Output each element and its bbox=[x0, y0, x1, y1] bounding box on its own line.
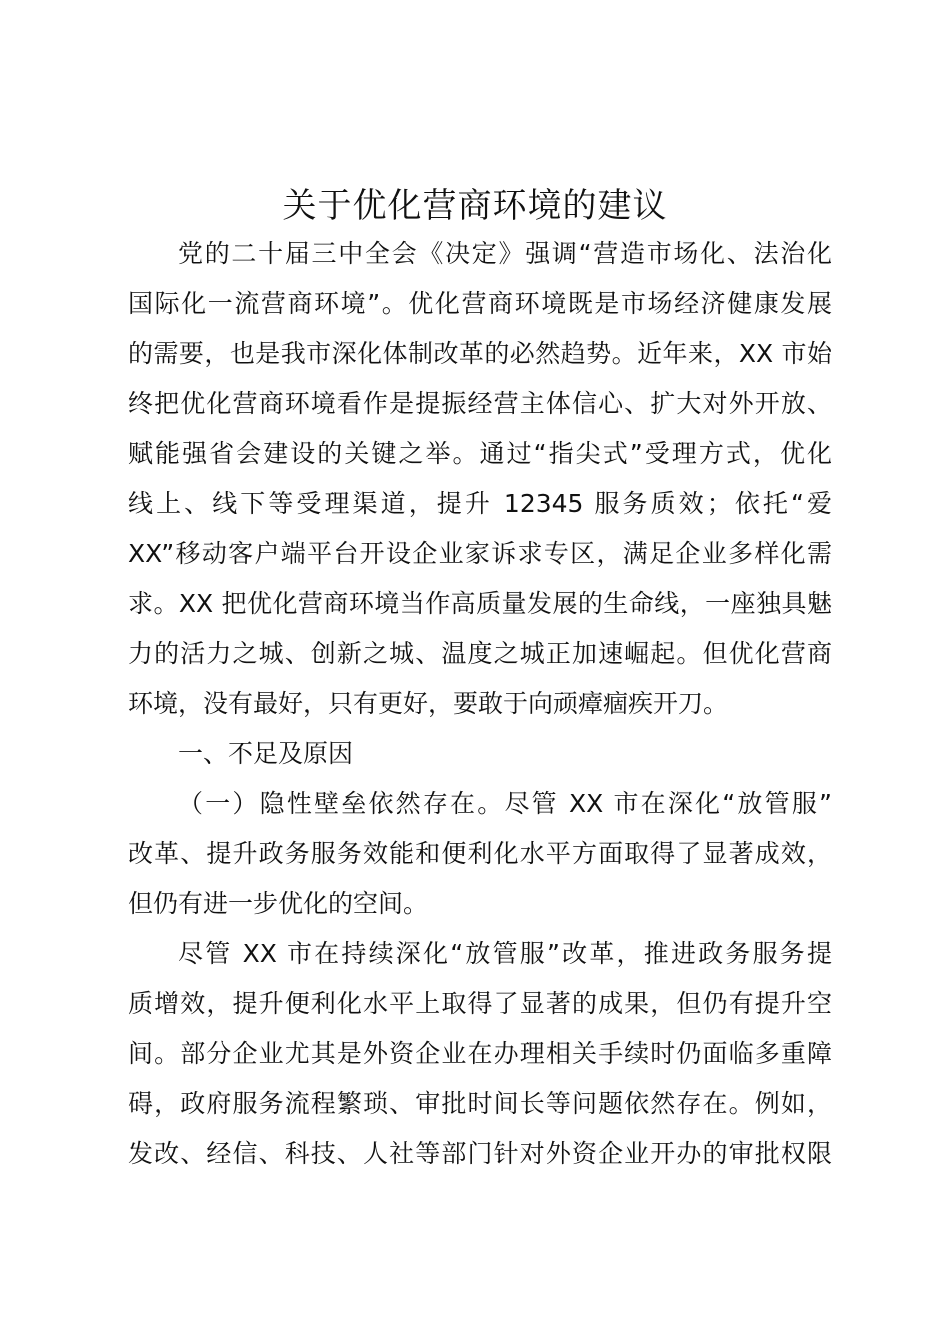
paragraph-line: 间。部分企业尤其是外资企业在办理相关手续时仍面临多重障 bbox=[128, 1039, 832, 1068]
paragraph-line: 碍，政府服务流程繁琐、审批时间长等问题依然存在。例如， bbox=[128, 1089, 832, 1118]
paragraph-line: 但仍有进一步优化的空间。 bbox=[128, 889, 429, 918]
paragraph-line: 国际化一流营商环境”。优化营商环境既是市场经济健康发展 bbox=[128, 289, 832, 318]
paragraph-line: 党的二十届三中全会《决定》强调“营造市场化、法治化 bbox=[178, 239, 832, 268]
paragraph-line: 的需要，也是我市深化体制改革的必然趋势。近年来，XX 市始 bbox=[128, 339, 832, 368]
paragraph-line: 赋能强省会建设的关键之举。通过“指尖式”受理方式，优化 bbox=[128, 439, 832, 468]
paragraph-line: 终把优化营商环境看作是提振经营主体信心、扩大对外开放、 bbox=[128, 389, 832, 418]
paragraph-line: 尽管 XX 市在持续深化“放管服”改革，推进政务服务提 bbox=[178, 939, 832, 968]
paragraph-line: 质增效，提升便利化水平上取得了显著的成果，但仍有提升空 bbox=[128, 989, 832, 1018]
section-heading: 一、不足及原因 bbox=[178, 739, 354, 768]
paragraph-line: （一）隐性壁垒依然存在。尽管 XX 市在深化“放管服” bbox=[178, 789, 832, 818]
paragraph-line: XX”移动客户端平台开设企业家诉求专区，满足企业多样化需 bbox=[128, 539, 832, 568]
paragraph-line: 发改、经信、科技、人社等部门针对外资企业开办的审批权限 bbox=[128, 1139, 832, 1168]
paragraph-line: 力的活力之城、创新之城、温度之城正加速崛起。但优化营商 bbox=[128, 639, 832, 668]
document-title: 关于优化营商环境的建议 bbox=[282, 186, 668, 226]
paragraph-line: 环境，没有最好，只有更好，要敢于向顽瘴痼疾开刀。 bbox=[128, 689, 729, 718]
paragraph-line: 改革、提升政务服务效能和便利化水平方面取得了显著成效， bbox=[128, 839, 832, 868]
paragraph-line: 线上、线下等受理渠道，提升 12345 服务质效；依托“爱 bbox=[128, 489, 832, 518]
paragraph-line: 求。XX 把优化营商环境当作高质量发展的生命线，一座独具魅 bbox=[128, 589, 832, 618]
